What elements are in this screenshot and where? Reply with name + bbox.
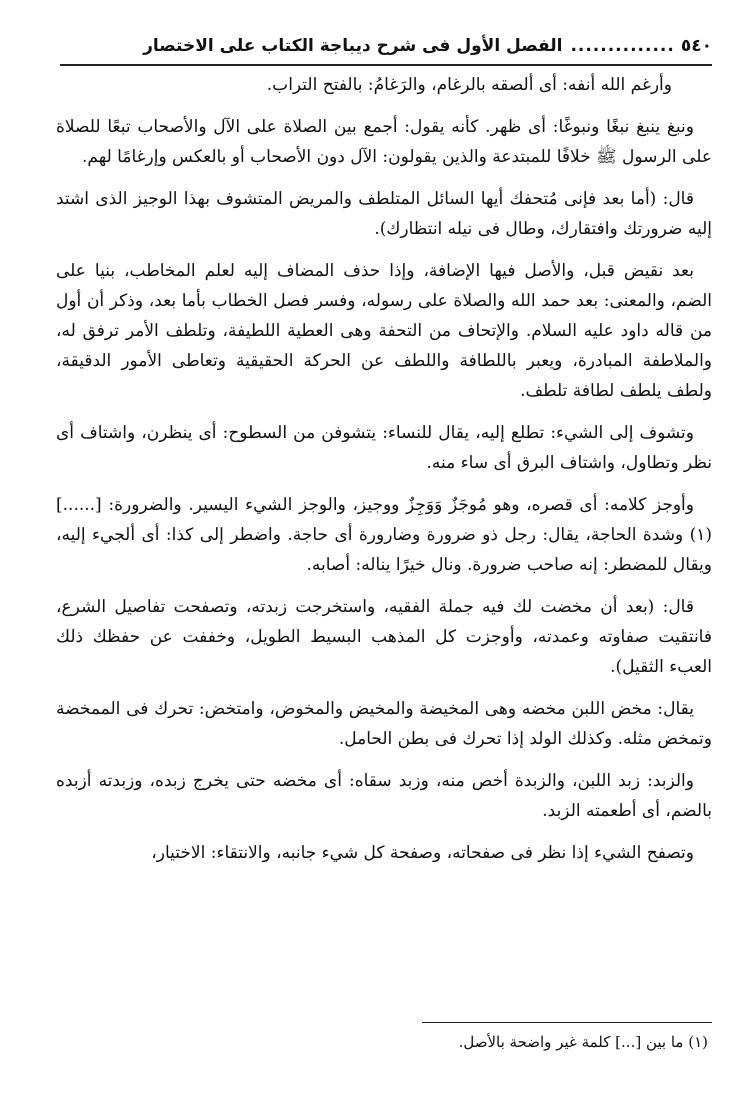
footnote: (١) ما بين [...] كلمة غير واضحة بالأصل. (458, 1033, 708, 1051)
header-rule (60, 64, 712, 66)
paragraph: قال: (بعد أن مخضت لك فيه جملة الفقيه، واستخرجت زبدته، وتصفحت تفاصيل الشرع، فانتقيت صفاوته وعمدته، وأوجزت كل المذهب البسيط الطويل، وخففت عن حفظك ذلك العبء الثقيل). (56, 597, 712, 677)
running-header (60, 30, 712, 62)
paragraph: وأرغم الله أنفه: أى ألصقه بالرغام، والرَغامُ: بالفتح التراب. (266, 75, 672, 95)
chapter-title: الفصل الأول فى شرح ديباجة الكتاب على الاختصار (143, 36, 563, 56)
paragraph: وتشوف إلى الشيء: تطلع إليه، يقال للنساء: يتشوفن من السطوح: أى ينظرن، واشتاف أى نظر وتطاول، واشتاف البرق أى ساء منه. (56, 423, 712, 473)
paragraph: يقال: مخض اللبن مخضه وهى المخيضة والمخيض والمخوض، وامتخض: تحرك فى الممخضة وتمخض مثله. وكذلك الولد إذا تحرك فى بطن الحامل. (56, 699, 712, 749)
paragraph: وتصفح الشيء إذا نظر فى صفحاته، وصفحة كل شيء جانبه، والانتقاء: الاختيار، (151, 843, 694, 863)
body-text (56, 70, 712, 880)
paragraph: وأوجز كلامه: أى قصره، وهو مُوجَزٌ وَوَجِزٌ ووجيز، والوجز الشيء اليسير. والضرورة: [......](١) وشدة الحاجة، يقال: رجل ذو ضرورة وضارورة أى حاجة. واضطر إلى كذا: أى ألجيء إليه، ويقال للمضطر: إنه صاحب ضرورة. ونال خيرًا يناله: أصابه. (56, 495, 713, 575)
page-number: ٥٤٠ (680, 36, 712, 56)
header-leader-dots: .............. (570, 36, 675, 56)
footnote-rule (422, 1022, 712, 1023)
paragraph: والزبد: زبد اللبن، والزبدة أخص منه، وزبد سقاه: أى مخضه حتى يخرج زبده، وزبدته أزبده بالضم، أى أطعمته الزبد. (56, 771, 712, 821)
paragraph: قال: (أما بعد فإنى مُتحفك أيها السائل المتلطف والمريض المتشوف بهذا الوجيز الذى اشتد إليه ضرورتك وافتقارك، وطال فى نيله انتظارك). (56, 189, 712, 239)
paragraph: بعد نقيض قبل، والأصل فيها الإضافة، وإذا حذف المضاف إليه لعلم المخاطب، بنيا على الضم، والمعنى: بعد حمد الله والصلاة على رسوله، وفسر فصل الخطاب بأما بعد، وذكر أن أول من قاله داود عليه السلام. والإتحاف من التحفة وهى العطية اللطيفة، وتلطف الأمر ترفق له، والملاطفة المبادرة، ويعبر باللطافة واللطف عن الحركة الحقيقية وتعاطى الأمور الدقيقة، ولطف يلطف لطافة تلطف. (56, 261, 712, 401)
paragraph: ونبغ ينبغ نبغًا ونبوغًا: أى ظهر. كأنه يقول: أجمع بين الصلاة على الآل والأصحاب تبعًا للصلاة على الرسول ﷺ خلافًا للمبتدعة والذين يقولون: الآل دون الأصحاب أو بالعكس وإرغامًا لهم. (56, 117, 712, 167)
